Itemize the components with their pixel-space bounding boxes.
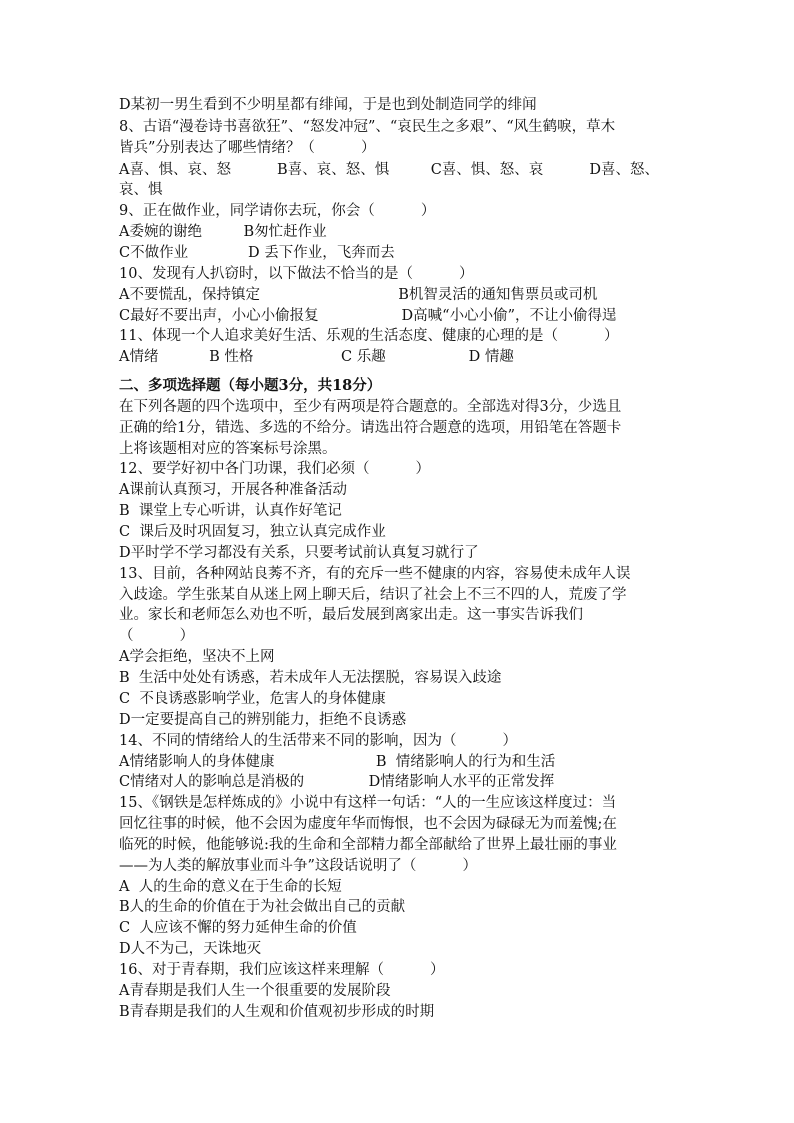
q15-option-b: B人的生命的价值在于为社会做出自己的贡献 xyxy=(119,899,406,915)
q12-option-b: B 课堂上专心听讲，认真作好笔记 xyxy=(119,503,342,519)
q13-option-c: C 不良诱惑影响学业，危害人的身体健康 xyxy=(119,691,386,707)
q15-stem-line-2: 回忆往事的时候，他不会因为虚度年华而悔恨，也不会因为碌碌无为而羞愧;在 xyxy=(119,816,617,832)
q9-options-line-1: A委婉的谢绝 B匆忙赶作业 xyxy=(119,224,327,240)
q14-stem: 14、不同的情绪给人的生活带来不同的影响，因为（ ） xyxy=(119,733,518,749)
q16-stem: 16、对于青春期，我们应该这样来理解（ ） xyxy=(119,962,445,978)
q13-stem-line-3: 业。家长和老师怎么劝也不听，最后发展到离家出走。这一事实告诉我们 xyxy=(119,607,583,623)
q15-stem-line-4: ——为人类的解放事业而斗争”这段话说明了（ ） xyxy=(119,858,478,874)
q8-options-line-2: 哀、惧 xyxy=(119,182,163,198)
q15-option-c: C 人应该不懈的努力延伸生命的价值 xyxy=(119,920,357,936)
section2-instructions-1: 在下列各题的四个选项中，至少有两项是符合题意的。全部选对得3分，少选且 xyxy=(119,399,622,415)
section2-instructions-3: 上将该题相对应的答案标号涂黑。 xyxy=(119,441,337,457)
section2-instructions-2: 正确的给1分，错选、多选的不给分。请选出符合题意的选项，用铅笔在答题卡 xyxy=(119,420,622,436)
q15-option-d: D人不为己，天诛地灭 xyxy=(119,941,262,957)
q13-option-a: A学会拒绝，坚决不上网 xyxy=(119,649,275,665)
q7-option-d: D某初一男生看到不少明星都有绯闻，于是也到处制造同学的绯闻 xyxy=(119,97,537,113)
q9-options-line-2: C不做作业 D 丢下作业，飞奔而去 xyxy=(119,245,395,261)
section2-title: 二、多项选择题（每小题3分，共18分） xyxy=(119,377,382,394)
q10-options-line-2: C最好不要出声，小心小偷报复 D高喊“小心小偷”，不让小偷得逞 xyxy=(119,308,617,324)
q14-options-line-2: C情绪对人的影响总是消极的 D情绪影响人水平的正常发挥 xyxy=(119,774,555,790)
q13-stem-line-1: 13、目前，各种网站良莠不齐，有的充斥一些不健康的内容，容易使未成年人误 xyxy=(119,566,631,582)
q15-stem-line-1: 15、《钢铁是怎样炼成的》小说中有这样一句话：“人的一生应该这样度过：当 xyxy=(119,795,617,811)
q10-options-line-1: A不要慌乱，保持镇定 B机智灵活的通知售票员或司机 xyxy=(119,287,598,303)
q12-option-a: A课前认真预习，开展各种准备活动 xyxy=(119,482,347,498)
q16-option-b: B青春期是我们的人生观和价值观初步形成的时期 xyxy=(119,1004,435,1020)
q12-stem: 12、要学好初中各门功课，我们必须（ ） xyxy=(119,461,431,477)
q11-options: A情绪 B 性格 C 乐趣 D 情趣 xyxy=(119,349,514,365)
q15-option-a: A 人的生命的意义在于生命的长短 xyxy=(119,879,342,895)
q9-stem: 9、正在做作业，同学请你去玩，你会（ ） xyxy=(119,203,436,219)
q12-option-d: D平时学不学习都没有关系，只要考试前认真复习就行了 xyxy=(119,545,479,561)
q8-stem-line-1: 8、古语“漫卷诗书喜欲狂”、“怒发冲冠”、“哀民生之多艰”、“风生鹤唳，草木 xyxy=(119,119,616,135)
q8-options-line-1: A喜、惧、哀、怒 B喜、哀、怒、惧 C喜、惧、怒、哀 D喜、怒、 xyxy=(119,162,660,178)
q13-option-b: B 生活中处处有诱惑，若未成年人无法摆脱，容易误入歧途 xyxy=(119,670,502,686)
q12-option-c: C 课后及时巩固复习，独立认真完成作业 xyxy=(119,524,386,540)
q8-stem-line-2: 皆兵”分别表达了哪些情绪？（ ） xyxy=(119,140,376,156)
q13-stem-line-4: （ ） xyxy=(119,628,195,644)
q15-stem-line-3: 临死的时候，他能够说:我的生命和全部精力都全部献给了世界上最壮丽的事业 xyxy=(119,837,617,853)
q10-stem: 10、发现有人扒窃时，以下做法不恰当的是（ ） xyxy=(119,266,474,282)
q14-options-line-1: A情绪影响人的身体健康 B 情绪影响人的行为和生活 xyxy=(119,754,556,770)
q13-stem-line-2: 入歧途。学生张某自从迷上网上聊天后，结识了社会上不三不四的人，荒废了学 xyxy=(119,587,627,603)
q16-option-a: A青春期是我们人生一个很重要的发展阶段 xyxy=(119,983,391,999)
q13-option-d: D一定要提高自己的辨别能力，拒绝不良诱惑 xyxy=(119,712,407,728)
q11-stem: 11、体现一个人追求美好生活、乐观的生活态度、健康的心理的是（ ） xyxy=(119,328,619,344)
